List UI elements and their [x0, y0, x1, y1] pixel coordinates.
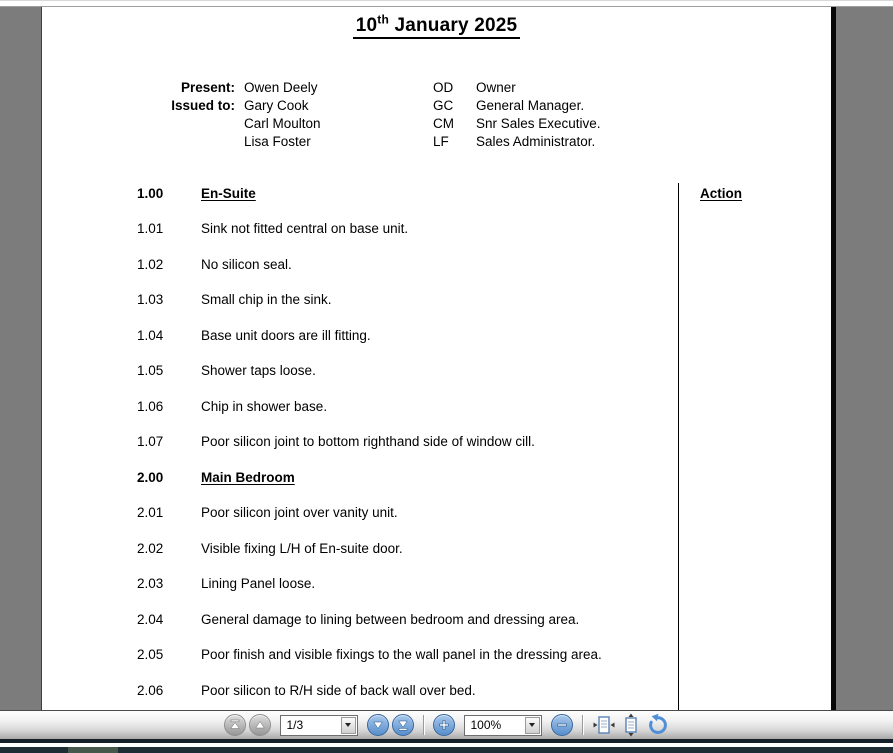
title-day: 10 — [355, 15, 378, 37]
first-page-icon — [228, 718, 242, 732]
zoom-level-value: 100% — [470, 718, 502, 732]
list-item — [42, 505, 831, 523]
fit-width-icon — [592, 713, 616, 737]
last-page-icon — [396, 718, 410, 732]
list-item — [42, 470, 831, 488]
attendee-initials: CM — [433, 116, 454, 131]
previous-page-icon — [253, 718, 267, 732]
toolbar-separator — [582, 715, 583, 735]
list-item — [42, 612, 831, 630]
document-page — [41, 7, 831, 710]
item-text: Sink not fitted central on base unit. — [201, 221, 409, 236]
item-text: Base unit doors are ill fitting. — [201, 328, 371, 343]
zoom-in-button[interactable] — [433, 714, 455, 736]
next-page-button[interactable] — [367, 714, 389, 736]
page-shadow — [831, 7, 836, 710]
item-text: Poor silicon joint to bottom righthand side of window cill. — [201, 434, 535, 449]
attendee-row — [42, 116, 831, 134]
item-text: Main Bedroom — [201, 470, 295, 485]
list-item — [42, 399, 831, 417]
item-text: Poor silicon to R/H side of back wall over bed. — [201, 683, 476, 698]
rotate-icon — [646, 713, 670, 737]
list-item — [42, 541, 831, 559]
item-text: Poor silicon joint over vanity unit. — [201, 505, 398, 520]
item-number: 2.00 — [137, 470, 164, 485]
item-text: Visible fixing L/H of En-suite door. — [201, 541, 403, 556]
item-number: 2.05 — [137, 647, 164, 662]
item-text: General damage to lining between bedroom and dressing area. — [201, 612, 580, 627]
page-select-arrow-button[interactable] — [341, 717, 356, 734]
top-edge-strip — [0, 0, 893, 7]
attendee-role: Snr Sales Executive. — [476, 116, 601, 131]
item-text: Poor finish and visible fixings to the wall panel in the dressing area. — [201, 647, 602, 662]
toolbar-controls — [224, 713, 670, 737]
zoom-out-icon — [555, 718, 569, 732]
item-number: 1.06 — [137, 399, 164, 414]
list-item — [42, 292, 831, 310]
fit-page-icon — [619, 713, 643, 737]
zoom-out-button[interactable] — [551, 714, 573, 736]
item-text: Small chip in the sink. — [201, 292, 332, 307]
document-title — [42, 13, 831, 37]
item-number: 1.01 — [137, 221, 164, 236]
viewer-toolbar — [0, 710, 893, 739]
rotate-button[interactable] — [646, 713, 670, 737]
title-text — [353, 15, 521, 39]
list-item — [42, 647, 831, 665]
list-item — [42, 434, 831, 452]
list-item — [42, 257, 831, 275]
item-text: Chip in shower base. — [201, 399, 328, 414]
list-item — [42, 221, 831, 239]
item-number: 1.00 — [137, 186, 164, 201]
attendee-role: Sales Administrator. — [476, 134, 596, 149]
fit-width-button[interactable] — [592, 713, 616, 737]
attendee-role: General Manager. — [476, 98, 585, 113]
action-column-header: Action — [700, 186, 742, 201]
attendee-name: Owen Deely — [244, 80, 318, 95]
attendee-label: Issued to: — [171, 98, 235, 113]
list-item — [42, 363, 831, 381]
item-number: 1.05 — [137, 363, 164, 378]
attendee-row — [42, 134, 831, 152]
item-number: 2.01 — [137, 505, 164, 520]
zoom-select-arrow-button[interactable] — [525, 717, 540, 734]
item-number: 2.02 — [137, 541, 164, 556]
fit-page-button[interactable] — [619, 713, 643, 737]
list-item — [42, 683, 831, 701]
attendee-initials: LF — [433, 134, 449, 149]
item-number: 1.02 — [137, 257, 164, 272]
item-number: 2.06 — [137, 683, 164, 698]
list-item — [42, 328, 831, 346]
attendee-row — [42, 98, 831, 116]
taskbar-accent-segment — [68, 747, 118, 753]
previous-page-button[interactable] — [249, 714, 271, 736]
item-number: 2.04 — [137, 612, 164, 627]
title-rest: January 2025 — [388, 15, 518, 37]
attendee-row — [42, 80, 831, 98]
item-number: 2.03 — [137, 576, 164, 591]
taskbar-edge — [0, 747, 893, 753]
attendee-label: Present: — [180, 80, 235, 95]
last-page-button[interactable] — [392, 714, 414, 736]
title-ordinal: th — [377, 13, 389, 27]
attendee-initials: OD — [433, 80, 454, 95]
chevron-down-icon — [345, 723, 351, 727]
zoom-level-select[interactable] — [464, 715, 542, 736]
attendee-initials: GC — [433, 98, 454, 113]
list-item — [42, 186, 831, 204]
page-number-value: 1/3 — [286, 718, 304, 732]
document-viewer — [0, 7, 893, 710]
chevron-down-icon — [529, 723, 535, 727]
item-number: 1.07 — [137, 434, 164, 449]
first-page-button[interactable] — [224, 714, 246, 736]
page-number-select[interactable] — [280, 715, 358, 736]
item-text: En-Suite — [201, 186, 256, 201]
item-text: No silicon seal. — [201, 257, 292, 272]
item-number: 1.03 — [137, 292, 164, 307]
attendee-name: Lisa Foster — [244, 134, 311, 149]
item-number: 1.04 — [137, 328, 164, 343]
toolbar-separator — [423, 715, 424, 735]
item-text: Shower taps loose. — [201, 363, 316, 378]
attendee-role: Owner — [476, 80, 516, 95]
attendee-name: Carl Moulton — [244, 116, 321, 131]
list-item — [42, 576, 831, 594]
attendee-name: Gary Cook — [244, 98, 309, 113]
next-page-icon — [371, 718, 385, 732]
zoom-in-icon — [437, 718, 451, 732]
item-text: Lining Panel loose. — [201, 576, 316, 591]
